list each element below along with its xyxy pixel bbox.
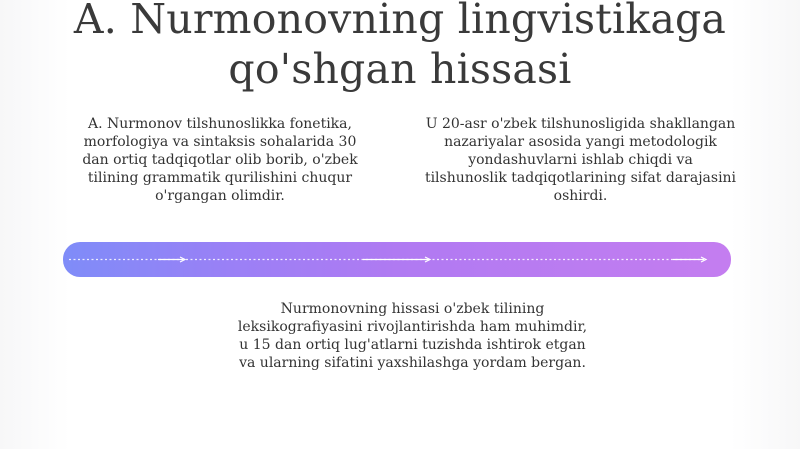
right-paragraph-line: oshirdi. bbox=[553, 188, 608, 204]
title-line-2: qo'shgan hissasi bbox=[228, 45, 572, 93]
right-paragraph-line: nazariyalar asosida yangi metodologik bbox=[444, 134, 717, 150]
bottom-paragraph-line: va ularning sifatini yaxshilashga yordam bergan. bbox=[239, 355, 586, 371]
right-paragraph-line: yondashuvlarni ishlab chiqdi va bbox=[468, 152, 693, 168]
arrow-right-icon bbox=[158, 257, 185, 262]
bottom-paragraph-line: Nurmonovning hissasi o'zbek tilining bbox=[280, 301, 545, 317]
left-paragraph-line: tilining grammatik qurilishini chuqur bbox=[87, 170, 353, 186]
arrow-right-icon bbox=[363, 257, 430, 262]
bottom-paragraph bbox=[220, 300, 605, 372]
left-paragraph-line: o'rgangan olimdir. bbox=[155, 188, 285, 204]
arrow-right-icon bbox=[673, 257, 706, 262]
timeline-graphic bbox=[63, 242, 731, 277]
left-paragraph-line: dan ortiq tadqiqotlar olib borib, o'zbek bbox=[82, 152, 358, 168]
left-paragraph bbox=[70, 115, 370, 205]
bottom-paragraph-line: leksikografiyasini rivojlantirishda ham muhimdir, bbox=[237, 319, 588, 335]
timeline-bar bbox=[63, 242, 731, 277]
right-paragraph-line: U 20-asr o'zbek tilshunosligida shakllangan bbox=[425, 116, 736, 132]
title-line-1: A. Nurmonovning lingvistikaga bbox=[73, 0, 727, 43]
left-paragraph-line: A. Nurmonov tilshunoslikka fonetika, bbox=[88, 116, 352, 132]
left-paragraph-line: morfologiya va sintaksis sohalarida 30 bbox=[83, 134, 357, 150]
page-title bbox=[0, 0, 800, 94]
bottom-paragraph-line: u 15 dan ortiq lug'atlarni tuzishda ishtirok etgan bbox=[239, 337, 586, 353]
right-paragraph-line: tilshunoslik tadqiqotlarining sifat darajasini bbox=[424, 170, 737, 186]
right-paragraph bbox=[418, 115, 743, 205]
